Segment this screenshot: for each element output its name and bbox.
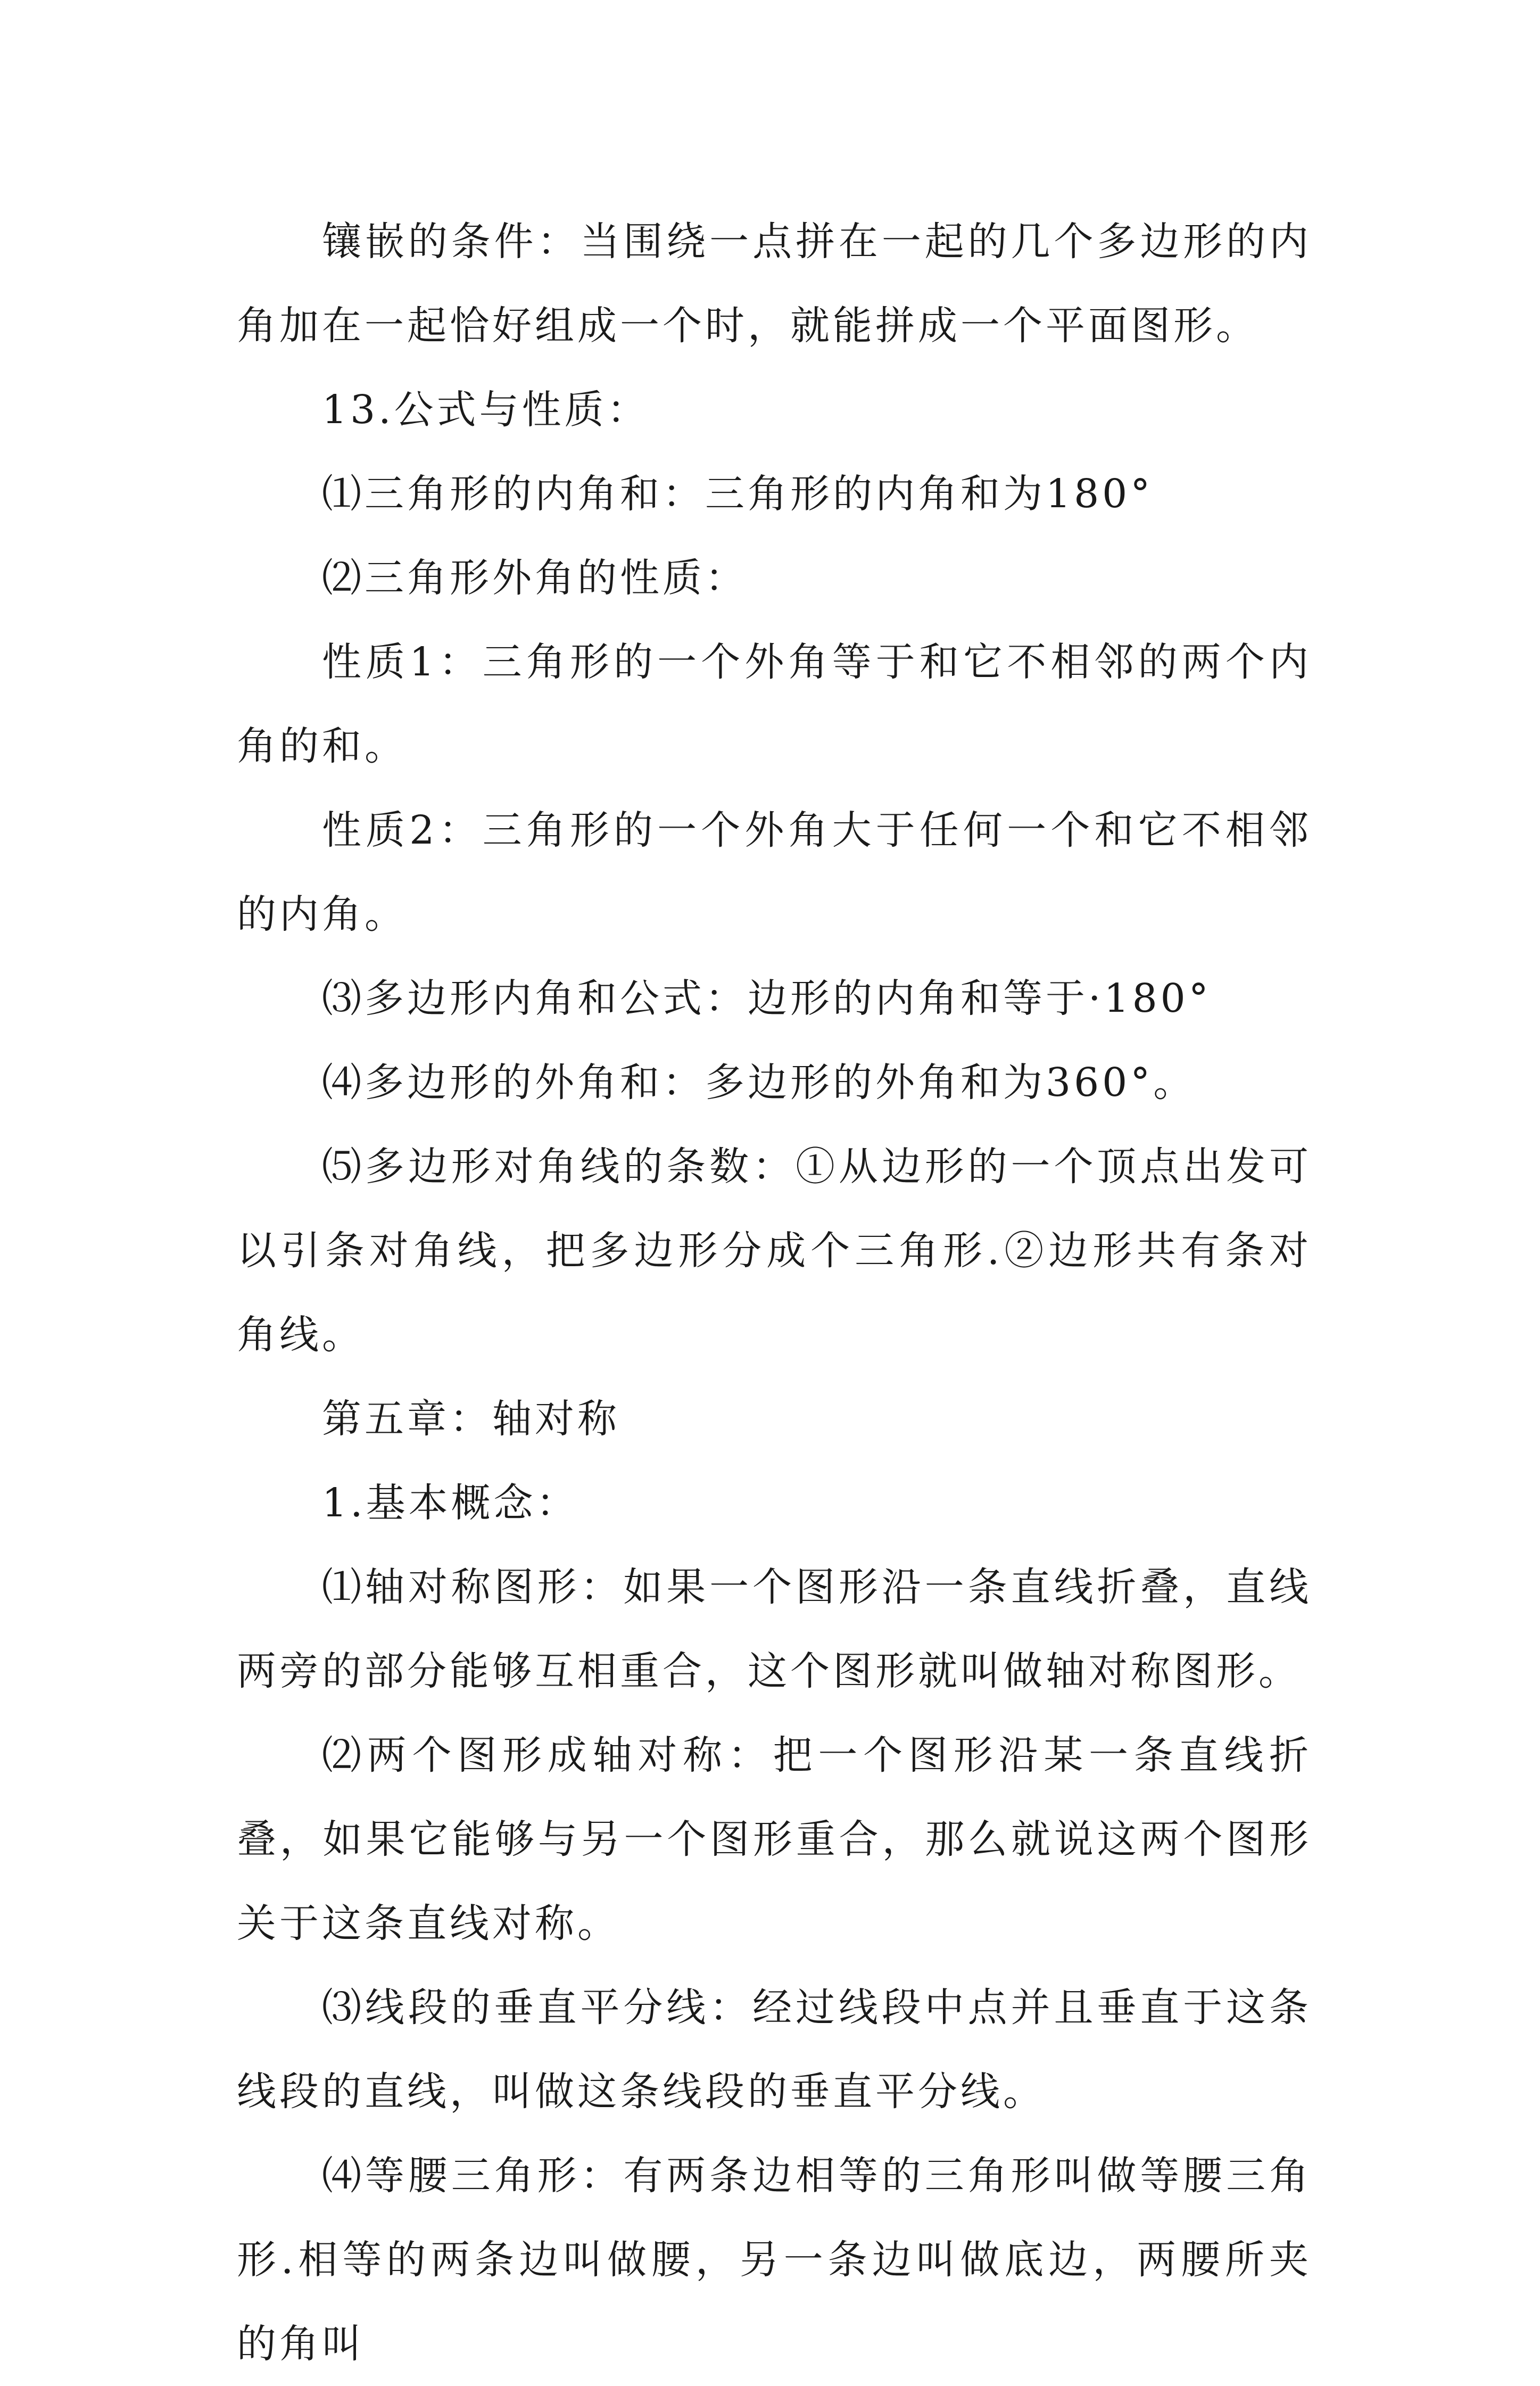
paragraph-two-figures-symmetric: ⑵两个图形成轴对称：把一个图形沿某一条直线折叠，如果它能够与另一个图形重合，那么就说这两个图形关于这条直线对称。 bbox=[237, 1732, 1312, 1946]
chapter-title-axial-symmetry: 第五章：轴对称 bbox=[322, 1396, 620, 1442]
paragraph-tessellation-condition: 镶嵌的条件：当围绕一点拼在一起的几个多边形的内角加在一起恰好组成一个时，就能拼成一个平面图形。 bbox=[237, 219, 1312, 349]
paragraph-polygon-exterior-sum: ⑷多边形的外角和：多边形的外角和为360°。 bbox=[322, 1060, 1196, 1105]
paragraph-polygon-interior-sum: ⑶多边形内角和公式：边形的内角和等于·180° bbox=[322, 976, 1212, 1021]
paragraph-property-1: 性质1：三角形的一个外角等于和它不相邻的两个内角的和。 bbox=[237, 639, 1312, 769]
paragraph-isosceles-triangle: ⑷等腰三角形：有两条边相等的三角形叫做等腰三角形.相等的两条边叫做腰，另一条边叫做底边，两腰所夹的角叫 bbox=[237, 2153, 1312, 2367]
paragraph-triangle-angle-sum: ⑴三角形的内角和：三角形的内角和为180° bbox=[322, 471, 1154, 517]
heading-formulas-properties: 13.公式与性质： bbox=[322, 387, 650, 433]
document-page bbox=[237, 200, 1312, 2386]
paragraph-axisymmetric-figure: ⑴轴对称图形：如果一个图形沿一条直线折叠，直线两旁的部分能够互相重合，这个图形就叫做轴对称图形。 bbox=[237, 1564, 1312, 1694]
paragraph-exterior-angle-properties: ⑵三角形外角的性质： bbox=[322, 555, 748, 601]
paragraph-perpendicular-bisector: ⑶线段的垂直平分线：经过线段中点并且垂直于这条线段的直线，叫做这条线段的垂直平分线。 bbox=[237, 1985, 1312, 2115]
heading-basic-concepts: 1.基本概念： bbox=[322, 1480, 579, 1526]
paragraph-diagonal-count: ⑸多边形对角线的条数：①从边形的一个顶点出发可以引条对角线，把多边形分成个三角形.②边形共有条对角线。 bbox=[237, 1144, 1312, 1358]
paragraph-property-2: 性质2：三角形的一个外角大于任何一个和它不相邻的内角。 bbox=[237, 807, 1312, 937]
